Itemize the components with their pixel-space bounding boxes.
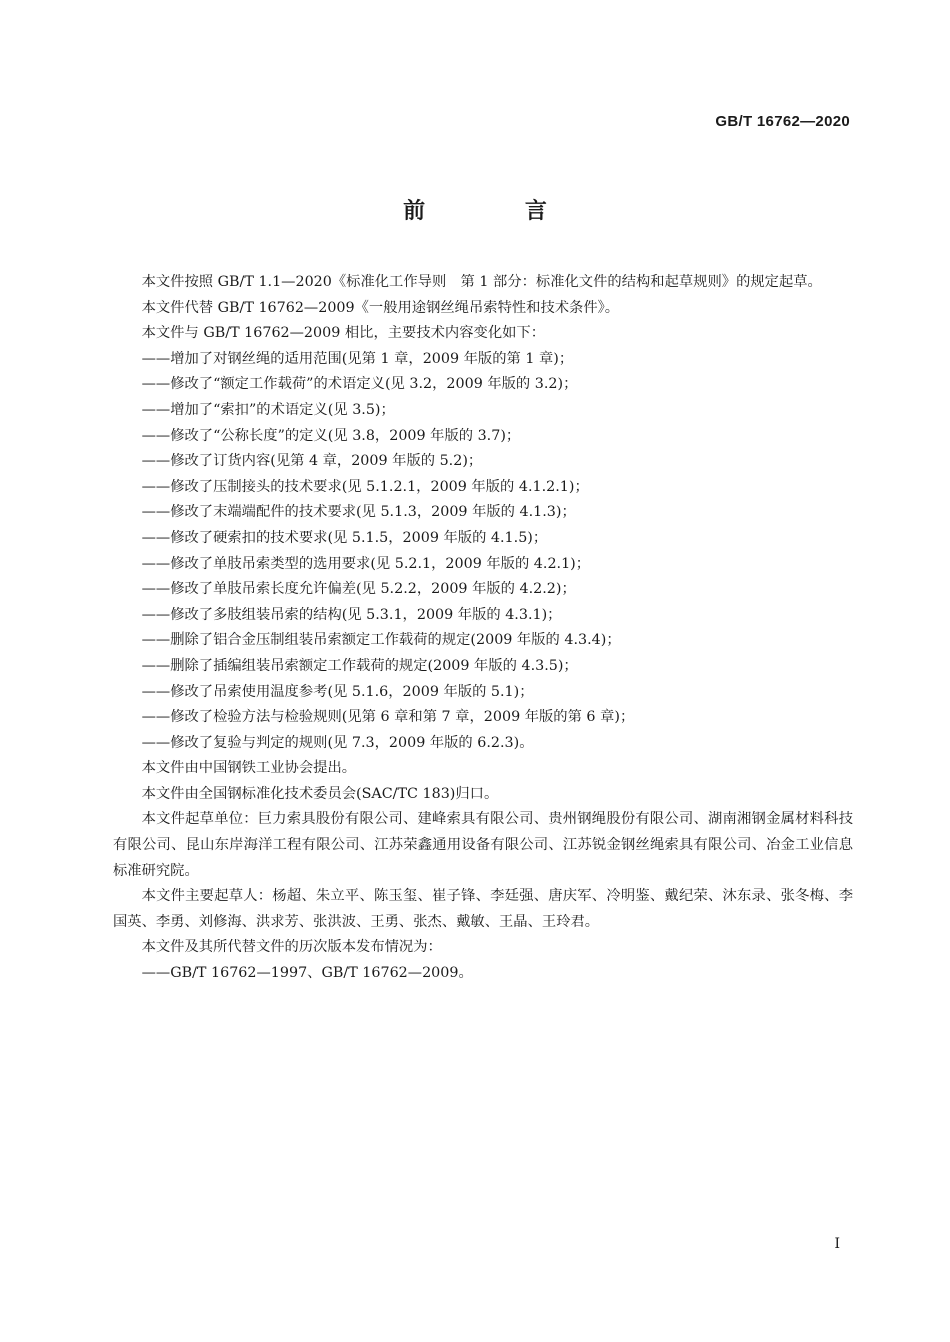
change-item: ——修改了“额定工作载荷”的术语定义(见 3.2，2009 年版的 3.2)； bbox=[141, 376, 578, 393]
change-item: ——修改了复验与判定的规则(见 7.3，2009 年版的 6.2.3)。 bbox=[141, 734, 534, 751]
change-item: ——修改了末端端配件的技术要求(见 5.1.3，2009 年版的 4.1.3)； bbox=[141, 504, 576, 521]
paragraph-drafting-rules: 本文件按照 GB/T 1.1—2020《标准化工作导则 第 1 部分：标准化文件的结构和起草规则》的规定起草。 bbox=[141, 274, 822, 290]
change-item: ——修改了订货内容(见第 4 章，2009 年版的 5.2)； bbox=[141, 453, 483, 470]
change-item: ——修改了硬索扣的技术要求(见 5.1.5，2009 年版的 4.1.5)； bbox=[141, 529, 548, 546]
change-item: ——删除了插编组装吊索额定工作载荷的规定(2009 年版的 4.3.5)； bbox=[141, 657, 578, 674]
change-item: ——修改了多肢组装吊索的结构(见 5.3.1，2009 年版的 4.3.1)； bbox=[141, 606, 562, 623]
change-item: ——增加了对钢丝绳的适用范围(见第 1 章，2009 年版的第 1 章)； bbox=[141, 350, 574, 367]
change-item: ——修改了单肢吊索类型的选用要求(见 5.2.1，2009 年版的 4.2.1)； bbox=[141, 555, 591, 572]
paragraph-replaces: 本文件代替 GB/T 16762—2009《一般用途钢丝绳吊索特性和技术条件》。 bbox=[141, 299, 620, 316]
change-item: ——修改了吊索使用温度参考(见 5.1.6，2009 年版的 5.1)； bbox=[141, 683, 534, 700]
paragraph-drafters: 本文件主要起草人：杨超、朱立平、陈玉玺、崔子锋、李廷强、唐庆军、冷明鉴、戴纪荣、沐东录、张冬梅、李国英、李勇、刘修海、洪求芳、张洪波、王勇、张杰、戴敏、王晶、王玲君。 bbox=[113, 888, 853, 930]
paragraph-drafting-units: 本文件起草单位：巨力索具股份有限公司、建峰索具有限公司、贵州钢绳股份有限公司、湖南湘钢金属材料科技有限公司、昆山东岸海洋工程有限公司、江苏荣鑫通用设备有限公司、江苏锐金钢丝绳索具有限公司、冶金工业信息标准研究院。 bbox=[113, 811, 853, 879]
page-number: I bbox=[834, 1236, 840, 1252]
paragraph-committee: 本文件由全国钢标准化技术委员会(SAC/TC 183)归口。 bbox=[141, 785, 499, 802]
change-item: ——修改了单肢吊索长度允许偏差(见 5.2.2，2009 年版的 4.2.2)； bbox=[141, 581, 576, 598]
standard-number: GB/T 16762—2020 bbox=[715, 113, 850, 130]
change-item: ——修改了“公称长度”的定义(见 3.8，2009 年版的 3.7)； bbox=[141, 427, 521, 444]
change-item: ——修改了检验方法与检验规则(见第 6 章和第 7 章，2009 年版的第 6 章)； bbox=[141, 709, 635, 726]
page-title: 前 言 bbox=[403, 199, 593, 224]
history-item: ——GB/T 16762—1997、GB/T 16762—2009。 bbox=[141, 965, 473, 982]
paragraph-changes-intro: 本文件与 GB/T 16762—2009 相比，主要技术内容变化如下： bbox=[141, 325, 546, 342]
foreword-body bbox=[113, 270, 853, 987]
paragraph-history-intro: 本文件及其所代替文件的历次版本发布情况为： bbox=[141, 939, 442, 956]
change-item: ——删除了铝合金压制组装吊索额定工作载荷的规定(2009 年版的 4.3.4)； bbox=[141, 632, 621, 649]
change-item: ——修改了压制接头的技术要求(见 5.1.2.1，2009 年版的 4.1.2.1)； bbox=[141, 478, 589, 495]
paragraph-proposed-by: 本文件由中国钢铁工业协会提出。 bbox=[141, 760, 357, 777]
change-item: ——增加了“索扣”的术语定义(见 3.5)； bbox=[141, 401, 395, 418]
